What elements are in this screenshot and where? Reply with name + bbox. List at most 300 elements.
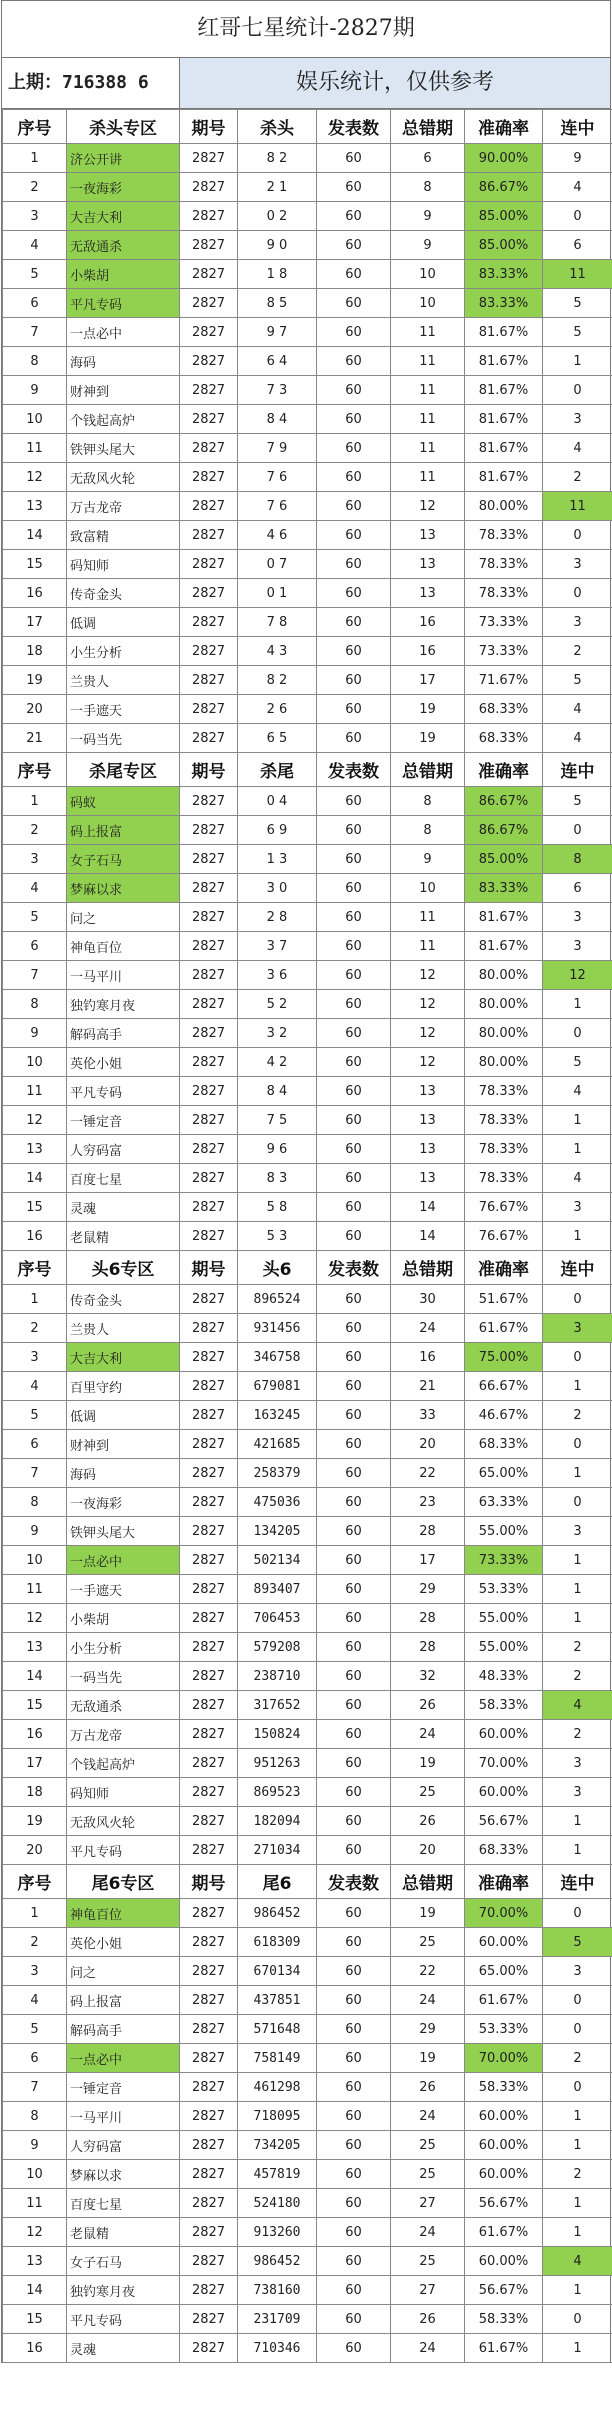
accuracy-rate: 55.00% (465, 1604, 543, 1633)
miss-count: 25 (391, 1778, 465, 1807)
prediction: 271034 (238, 1836, 317, 1865)
issue-number: 2827 (180, 1106, 238, 1135)
published-count: 60 (317, 1019, 391, 1048)
issue-number: 2827 (180, 2073, 238, 2102)
expert-name: 无敌通杀 (67, 231, 180, 260)
accuracy-rate: 68.33% (465, 724, 543, 753)
table-row (3, 1106, 612, 1135)
miss-count: 30 (391, 1285, 465, 1314)
miss-count: 33 (391, 1401, 465, 1430)
published-count: 60 (317, 173, 391, 202)
row-number: 9 (3, 2131, 67, 2160)
accuracy-rate: 71.67% (465, 666, 543, 695)
miss-count: 12 (391, 1048, 465, 1077)
table-row (3, 2334, 612, 2363)
win-streak: 1 (543, 990, 612, 1019)
miss-count: 26 (391, 2305, 465, 2334)
expert-name: 海码 (67, 347, 180, 376)
expert-name: 大吉大利 (67, 1343, 180, 1372)
prediction: 317652 (238, 1691, 317, 1720)
row-number: 1 (3, 144, 67, 173)
published-count: 60 (317, 1836, 391, 1865)
section-header-row (3, 110, 612, 144)
published-count: 60 (317, 1604, 391, 1633)
published-count: 60 (317, 874, 391, 903)
column-header: 头6专区 (67, 1251, 180, 1285)
issue-number: 2827 (180, 1899, 238, 1928)
prediction: 0 1 (238, 579, 317, 608)
published-count: 60 (317, 405, 391, 434)
prediction: 231709 (238, 2305, 317, 2334)
prediction: 502134 (238, 1546, 317, 1575)
column-header: 序号 (3, 1251, 67, 1285)
win-streak: 4 (543, 724, 612, 753)
win-streak: 0 (543, 1899, 612, 1928)
table-row (3, 1314, 612, 1343)
accuracy-rate: 55.00% (465, 1633, 543, 1662)
issue-number: 2827 (180, 1222, 238, 1251)
issue-number: 2827 (180, 903, 238, 932)
prediction: 134205 (238, 1517, 317, 1546)
row-number: 15 (3, 550, 67, 579)
miss-count: 13 (391, 579, 465, 608)
issue-number: 2827 (180, 608, 238, 637)
win-streak: 0 (543, 2073, 612, 2102)
prediction: 931456 (238, 1314, 317, 1343)
row-number: 16 (3, 1222, 67, 1251)
row-number: 13 (3, 492, 67, 521)
prediction: 579208 (238, 1633, 317, 1662)
row-number: 1 (3, 1285, 67, 1314)
published-count: 60 (317, 376, 391, 405)
win-streak: 9 (543, 144, 612, 173)
accuracy-rate: 46.67% (465, 1401, 543, 1430)
published-count: 60 (317, 932, 391, 961)
table-row (3, 1604, 612, 1633)
published-count: 60 (317, 1807, 391, 1836)
published-count: 60 (317, 1899, 391, 1928)
prediction: 2 1 (238, 173, 317, 202)
accuracy-rate: 78.33% (465, 550, 543, 579)
table-row (3, 144, 612, 173)
prediction: 5 2 (238, 990, 317, 1019)
win-streak: 3 (543, 1314, 612, 1343)
win-streak: 1 (543, 1836, 612, 1865)
column-header: 总错期 (391, 753, 465, 787)
accuracy-rate: 65.00% (465, 1957, 543, 1986)
accuracy-rate: 61.67% (465, 1986, 543, 2015)
expert-name: 英伦小姐 (67, 1048, 180, 1077)
prediction: 1 3 (238, 845, 317, 874)
issue-number: 2827 (180, 1957, 238, 1986)
miss-count: 28 (391, 1633, 465, 1662)
issue-number: 2827 (180, 202, 238, 231)
column-header: 发表数 (317, 1865, 391, 1899)
row-number: 11 (3, 1077, 67, 1106)
published-count: 60 (317, 1048, 391, 1077)
published-count: 60 (317, 845, 391, 874)
prediction: 7 9 (238, 434, 317, 463)
column-header: 总错期 (391, 1251, 465, 1285)
column-header: 杀尾 (238, 753, 317, 787)
column-header: 发表数 (317, 110, 391, 144)
prediction: 150824 (238, 1720, 317, 1749)
expert-name: 百里守约 (67, 1372, 180, 1401)
prediction: 4 3 (238, 637, 317, 666)
issue-number: 2827 (180, 990, 238, 1019)
accuracy-rate: 81.67% (465, 434, 543, 463)
issue-number: 2827 (180, 2305, 238, 2334)
win-streak: 0 (543, 579, 612, 608)
row-number: 5 (3, 903, 67, 932)
win-streak: 1 (543, 1135, 612, 1164)
issue-number: 2827 (180, 1575, 238, 1604)
published-count: 60 (317, 1164, 391, 1193)
miss-count: 12 (391, 961, 465, 990)
table-row (3, 2160, 612, 2189)
accuracy-rate: 48.33% (465, 1662, 543, 1691)
win-streak: 2 (543, 463, 612, 492)
accuracy-rate: 78.33% (465, 521, 543, 550)
prediction: 3 2 (238, 1019, 317, 1048)
table-row (3, 845, 612, 874)
issue-number: 2827 (180, 2131, 238, 2160)
miss-count: 24 (391, 2102, 465, 2131)
accuracy-rate: 63.33% (465, 1488, 543, 1517)
prediction: 8 3 (238, 1164, 317, 1193)
issue-number: 2827 (180, 1077, 238, 1106)
win-streak: 1 (543, 1807, 612, 1836)
issue-number: 2827 (180, 1019, 238, 1048)
row-number: 7 (3, 961, 67, 990)
expert-name: 致富精 (67, 521, 180, 550)
row-number: 5 (3, 2015, 67, 2044)
published-count: 60 (317, 787, 391, 816)
issue-number: 2827 (180, 260, 238, 289)
win-streak: 2 (543, 2044, 612, 2073)
published-count: 60 (317, 550, 391, 579)
published-count: 60 (317, 1575, 391, 1604)
table-row (3, 695, 612, 724)
win-streak: 1 (543, 1546, 612, 1575)
issue-number: 2827 (180, 434, 238, 463)
expert-name: 人穷码富 (67, 2131, 180, 2160)
row-number: 5 (3, 1401, 67, 1430)
win-streak: 2 (543, 1662, 612, 1691)
row-number: 19 (3, 1807, 67, 1836)
published-count: 60 (317, 1720, 391, 1749)
column-header: 准确率 (465, 753, 543, 787)
issue-number: 2827 (180, 405, 238, 434)
published-count: 60 (317, 1778, 391, 1807)
section-header-row (3, 1865, 612, 1899)
published-count: 60 (317, 521, 391, 550)
table-row (3, 608, 612, 637)
expert-name: 独钓寒月夜 (67, 2276, 180, 2305)
row-number: 14 (3, 1164, 67, 1193)
row-number: 6 (3, 932, 67, 961)
table-row (3, 260, 612, 289)
win-streak: 0 (543, 1343, 612, 1372)
issue-number: 2827 (180, 1691, 238, 1720)
prediction: 986452 (238, 2247, 317, 2276)
table-row (3, 2073, 612, 2102)
accuracy-rate: 80.00% (465, 961, 543, 990)
accuracy-rate: 81.67% (465, 318, 543, 347)
accuracy-rate: 81.67% (465, 376, 543, 405)
accuracy-rate: 61.67% (465, 1314, 543, 1343)
win-streak: 0 (543, 1488, 612, 1517)
win-streak: 5 (543, 289, 612, 318)
table-row (3, 1662, 612, 1691)
prediction: 618309 (238, 1928, 317, 1957)
row-number: 2 (3, 173, 67, 202)
published-count: 60 (317, 724, 391, 753)
win-streak: 1 (543, 2189, 612, 2218)
row-number: 10 (3, 1546, 67, 1575)
miss-count: 11 (391, 463, 465, 492)
published-count: 60 (317, 1691, 391, 1720)
stats-table (2, 109, 612, 2363)
table-row (3, 2218, 612, 2247)
accuracy-rate: 56.67% (465, 1807, 543, 1836)
table-row (3, 1401, 612, 1430)
win-streak: 0 (543, 202, 612, 231)
expert-name: 一码当先 (67, 1662, 180, 1691)
row-number: 8 (3, 1488, 67, 1517)
row-number: 13 (3, 1135, 67, 1164)
published-count: 60 (317, 2305, 391, 2334)
published-count: 60 (317, 289, 391, 318)
column-header: 尾6专区 (67, 1865, 180, 1899)
table-row (3, 1836, 612, 1865)
issue-number: 2827 (180, 1517, 238, 1546)
table-row (3, 1343, 612, 1372)
accuracy-rate: 81.67% (465, 903, 543, 932)
expert-name: 老鼠精 (67, 1222, 180, 1251)
issue-number: 2827 (180, 231, 238, 260)
prediction: 457819 (238, 2160, 317, 2189)
miss-count: 6 (391, 144, 465, 173)
accuracy-rate: 73.33% (465, 608, 543, 637)
row-number: 14 (3, 1662, 67, 1691)
win-streak: 2 (543, 2160, 612, 2189)
prediction: 3 0 (238, 874, 317, 903)
win-streak: 3 (543, 1778, 612, 1807)
prediction: 346758 (238, 1343, 317, 1372)
win-streak: 0 (543, 1285, 612, 1314)
prediction: 9 6 (238, 1135, 317, 1164)
win-streak: 5 (543, 318, 612, 347)
column-header: 发表数 (317, 1251, 391, 1285)
miss-count: 13 (391, 521, 465, 550)
prediction: 913260 (238, 2218, 317, 2247)
published-count: 60 (317, 1749, 391, 1778)
accuracy-rate: 78.33% (465, 579, 543, 608)
accuracy-rate: 68.33% (465, 1430, 543, 1459)
expert-name: 英伦小姐 (67, 1928, 180, 1957)
miss-count: 11 (391, 376, 465, 405)
expert-name: 海码 (67, 1459, 180, 1488)
win-streak: 2 (543, 1401, 612, 1430)
accuracy-rate: 75.00% (465, 1343, 543, 1372)
published-count: 60 (317, 608, 391, 637)
published-count: 60 (317, 1459, 391, 1488)
published-count: 60 (317, 2102, 391, 2131)
issue-number: 2827 (180, 1135, 238, 1164)
expert-name: 兰贵人 (67, 666, 180, 695)
published-count: 60 (317, 1077, 391, 1106)
table-row (3, 1928, 612, 1957)
accuracy-rate: 73.33% (465, 1546, 543, 1575)
table-row (3, 2131, 612, 2160)
accuracy-rate: 76.67% (465, 1193, 543, 1222)
row-number: 2 (3, 1928, 67, 1957)
win-streak: 4 (543, 1691, 612, 1720)
expert-name: 个钱起高炉 (67, 405, 180, 434)
win-streak: 1 (543, 1459, 612, 1488)
expert-name: 传奇金头 (67, 579, 180, 608)
accuracy-rate: 80.00% (465, 1048, 543, 1077)
prediction: 0 2 (238, 202, 317, 231)
issue-number: 2827 (180, 1401, 238, 1430)
win-streak: 3 (543, 550, 612, 579)
issue-number: 2827 (180, 1633, 238, 1662)
accuracy-rate: 60.00% (465, 2160, 543, 2189)
row-number: 5 (3, 260, 67, 289)
expert-name: 一码当先 (67, 724, 180, 753)
table-row (3, 1019, 612, 1048)
published-count: 60 (317, 1986, 391, 2015)
win-streak: 3 (543, 1749, 612, 1778)
issue-number: 2827 (180, 2015, 238, 2044)
prediction: 524180 (238, 2189, 317, 2218)
accuracy-rate: 78.33% (465, 1135, 543, 1164)
expert-name: 问之 (67, 1957, 180, 1986)
miss-count: 14 (391, 1222, 465, 1251)
accuracy-rate: 58.33% (465, 2305, 543, 2334)
expert-name: 低调 (67, 608, 180, 637)
win-streak: 12 (543, 961, 612, 990)
win-streak: 0 (543, 376, 612, 405)
miss-count: 22 (391, 1957, 465, 1986)
miss-count: 25 (391, 2131, 465, 2160)
prediction: 4 2 (238, 1048, 317, 1077)
table-row (3, 903, 612, 932)
published-count: 60 (317, 1517, 391, 1546)
prediction: 0 4 (238, 787, 317, 816)
column-header: 杀头专区 (67, 110, 180, 144)
row-number: 9 (3, 1019, 67, 1048)
row-number: 11 (3, 2189, 67, 2218)
win-streak: 4 (543, 695, 612, 724)
expert-name: 神龟百位 (67, 1899, 180, 1928)
column-header: 期号 (180, 1865, 238, 1899)
published-count: 60 (317, 637, 391, 666)
issue-number: 2827 (180, 2102, 238, 2131)
table-row (3, 1986, 612, 2015)
column-header: 准确率 (465, 110, 543, 144)
row-number: 20 (3, 1836, 67, 1865)
expert-name: 一马平川 (67, 2102, 180, 2131)
miss-count: 32 (391, 1662, 465, 1691)
prediction: 679081 (238, 1372, 317, 1401)
row-number: 8 (3, 347, 67, 376)
accuracy-rate: 83.33% (465, 874, 543, 903)
published-count: 60 (317, 144, 391, 173)
prediction: 7 3 (238, 376, 317, 405)
table-row (3, 1517, 612, 1546)
row-number: 3 (3, 845, 67, 874)
miss-count: 20 (391, 1836, 465, 1865)
accuracy-rate: 60.00% (465, 2102, 543, 2131)
expert-name: 神龟百位 (67, 932, 180, 961)
disclaimer-note: 娱乐统计，仅供参考 (180, 58, 610, 108)
table-row (3, 1459, 612, 1488)
miss-count: 13 (391, 1164, 465, 1193)
prediction: 7 8 (238, 608, 317, 637)
table-row (3, 231, 612, 260)
expert-name: 一点必中 (67, 1546, 180, 1575)
miss-count: 28 (391, 1604, 465, 1633)
prediction: 0 7 (238, 550, 317, 579)
expert-name: 财神到 (67, 1430, 180, 1459)
miss-count: 24 (391, 2218, 465, 2247)
miss-count: 28 (391, 1517, 465, 1546)
miss-count: 10 (391, 289, 465, 318)
row-number: 12 (3, 463, 67, 492)
published-count: 60 (317, 816, 391, 845)
prediction: 710346 (238, 2334, 317, 2363)
issue-number: 2827 (180, 1372, 238, 1401)
win-streak: 5 (543, 666, 612, 695)
prediction: 5 8 (238, 1193, 317, 1222)
prediction: 7 6 (238, 492, 317, 521)
miss-count: 21 (391, 1372, 465, 1401)
expert-name: 财神到 (67, 376, 180, 405)
miss-count: 25 (391, 2247, 465, 2276)
miss-count: 29 (391, 2015, 465, 2044)
table-row (3, 1720, 612, 1749)
row-number: 4 (3, 1372, 67, 1401)
table-row (3, 2102, 612, 2131)
prediction: 3 7 (238, 932, 317, 961)
expert-name: 平凡专码 (67, 1836, 180, 1865)
issue-number: 2827 (180, 1488, 238, 1517)
miss-count: 19 (391, 2044, 465, 2073)
row-number: 12 (3, 1604, 67, 1633)
column-header: 尾6 (238, 1865, 317, 1899)
table-row (3, 2015, 612, 2044)
miss-count: 8 (391, 787, 465, 816)
accuracy-rate: 80.00% (465, 990, 543, 1019)
prediction: 475036 (238, 1488, 317, 1517)
expert-name: 无敌风火轮 (67, 1807, 180, 1836)
accuracy-rate: 58.33% (465, 1691, 543, 1720)
issue-number: 2827 (180, 932, 238, 961)
miss-count: 19 (391, 724, 465, 753)
row-number: 20 (3, 695, 67, 724)
accuracy-rate: 65.00% (465, 1459, 543, 1488)
issue-number: 2827 (180, 2044, 238, 2073)
table-row (3, 1488, 612, 1517)
miss-count: 9 (391, 202, 465, 231)
win-streak: 0 (543, 1019, 612, 1048)
win-streak: 1 (543, 1106, 612, 1135)
table-row (3, 1575, 612, 1604)
expert-name: 解码高手 (67, 2015, 180, 2044)
miss-count: 11 (391, 932, 465, 961)
